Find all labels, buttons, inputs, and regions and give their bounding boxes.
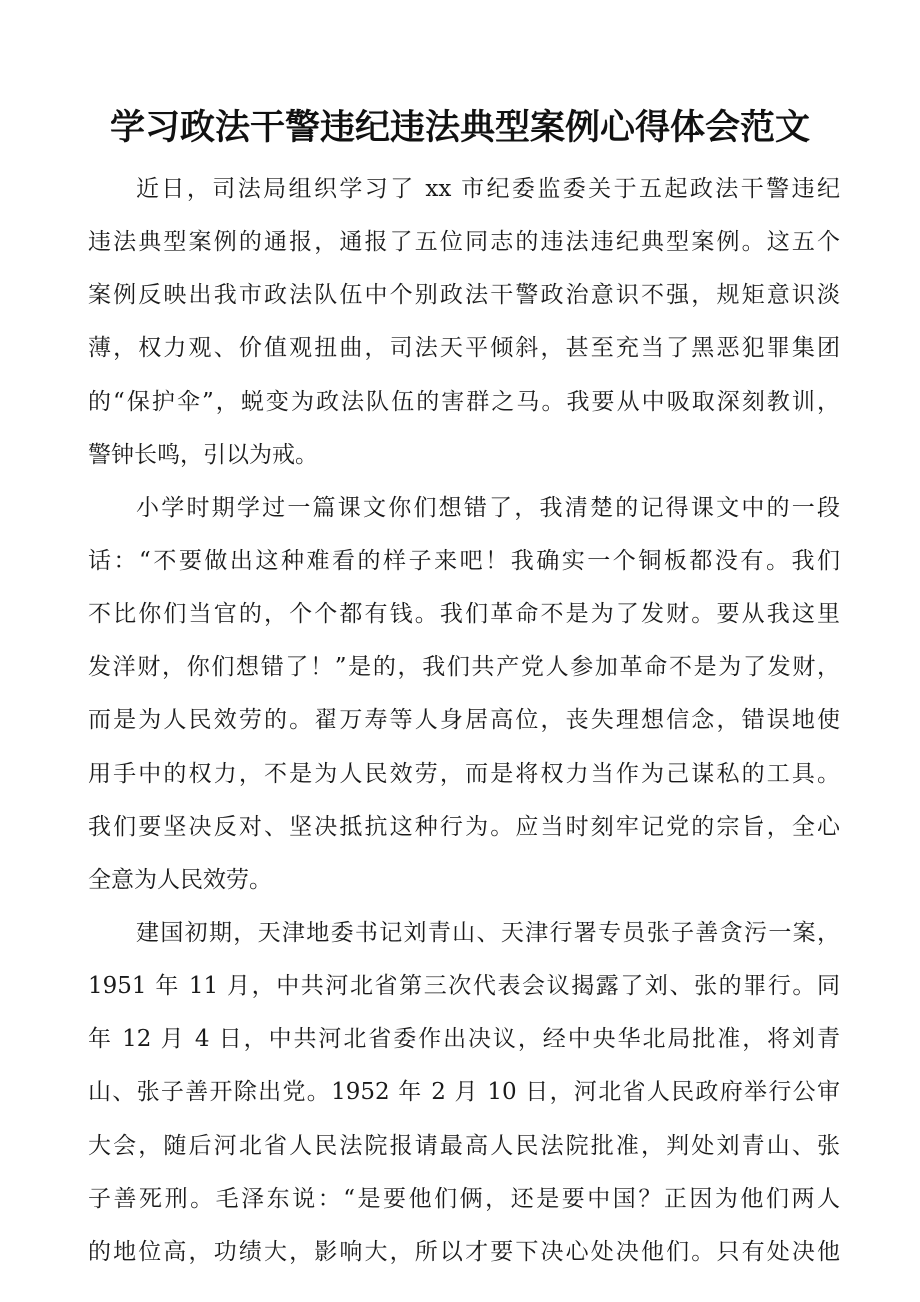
text-line: 警钟长鸣，引以为戒。 (88, 441, 318, 468)
text-line: 近日，司法局组织学习了 xx 市纪委监委关于五起政法干警违纪 (136, 176, 840, 202)
text-line: 而是为人民效劳的。翟万寿等人身居高位，丧失理想信念，错误地使 (88, 707, 840, 734)
text-line: 违法典型案例的通报，通报了五位同志的违法违纪典型案例。这五个 (88, 229, 840, 256)
text-line: 山、张子善开除出党。1952 年 2 月 10 日，河北省人民政府举行公审 (88, 1079, 840, 1106)
text-line: 不比你们当官的，个个都有钱。我们革命不是为了发财。要从我这里 (88, 601, 840, 628)
text-line: 的“保护伞”，蜕变为政法队伍的害群之马。我要从中吸取深刻教训， (88, 388, 840, 415)
text-line: 建国初期，天津地委书记刘青山、天津行署专员张子善贪污一案， (136, 919, 840, 946)
text-line: 用手中的权力，不是为人民效劳，而是将权力当作为己谋私的工具。 (88, 760, 840, 787)
text-line: 话：“不要做出这种难看的样子来吧！我确实一个铜板都没有。我们 (88, 547, 840, 574)
text-line: 薄，权力观、价值观扭曲，司法天平倾斜，甚至充当了黑恶犯罪集团 (88, 335, 840, 362)
text-line: 小学时期学过一篇课文你们想错了，我清楚的记得课文中的一段 (136, 494, 840, 521)
text-line: 发洋财，你们想错了！”是的，我们共产党人参加革命不是为了发财， (88, 654, 840, 681)
document-body (88, 163, 840, 1279)
paragraph-3 (88, 907, 840, 1279)
text-line: 的地位高，功绩大，影响大，所以才要下决心处决他们。只有处决他 (88, 1238, 840, 1265)
text-line: 1951 年 11 月，中共河北省第三次代表会议揭露了刘、张的罪行。同 (88, 973, 840, 1000)
text-line: 大会，随后河北省人民法院报请最高人民法院批准，判处刘青山、张 (88, 1132, 840, 1159)
text-line: 我们要坚决反对、坚决抵抗这种行为。应当时刻牢记党的宗旨，全心 (88, 813, 840, 840)
text-line: 年 12 月 4 日，中共河北省委作出决议，经中央华北局批准，将刘青 (88, 1026, 840, 1053)
paragraph-1 (88, 163, 840, 482)
text-line: 全意为人民效劳。 (88, 866, 272, 893)
paragraph-2 (88, 482, 840, 907)
text-line: 子善死刑。毛泽东说：“是要他们俩，还是要中国？正因为他们两人 (88, 1185, 840, 1212)
text-line: 案例反映出我市政法队伍中个别政法干警政治意识不强，规矩意识淡 (88, 282, 840, 309)
document-title: 学习政法干警违纪违法典型案例心得体会范文 (109, 107, 810, 148)
